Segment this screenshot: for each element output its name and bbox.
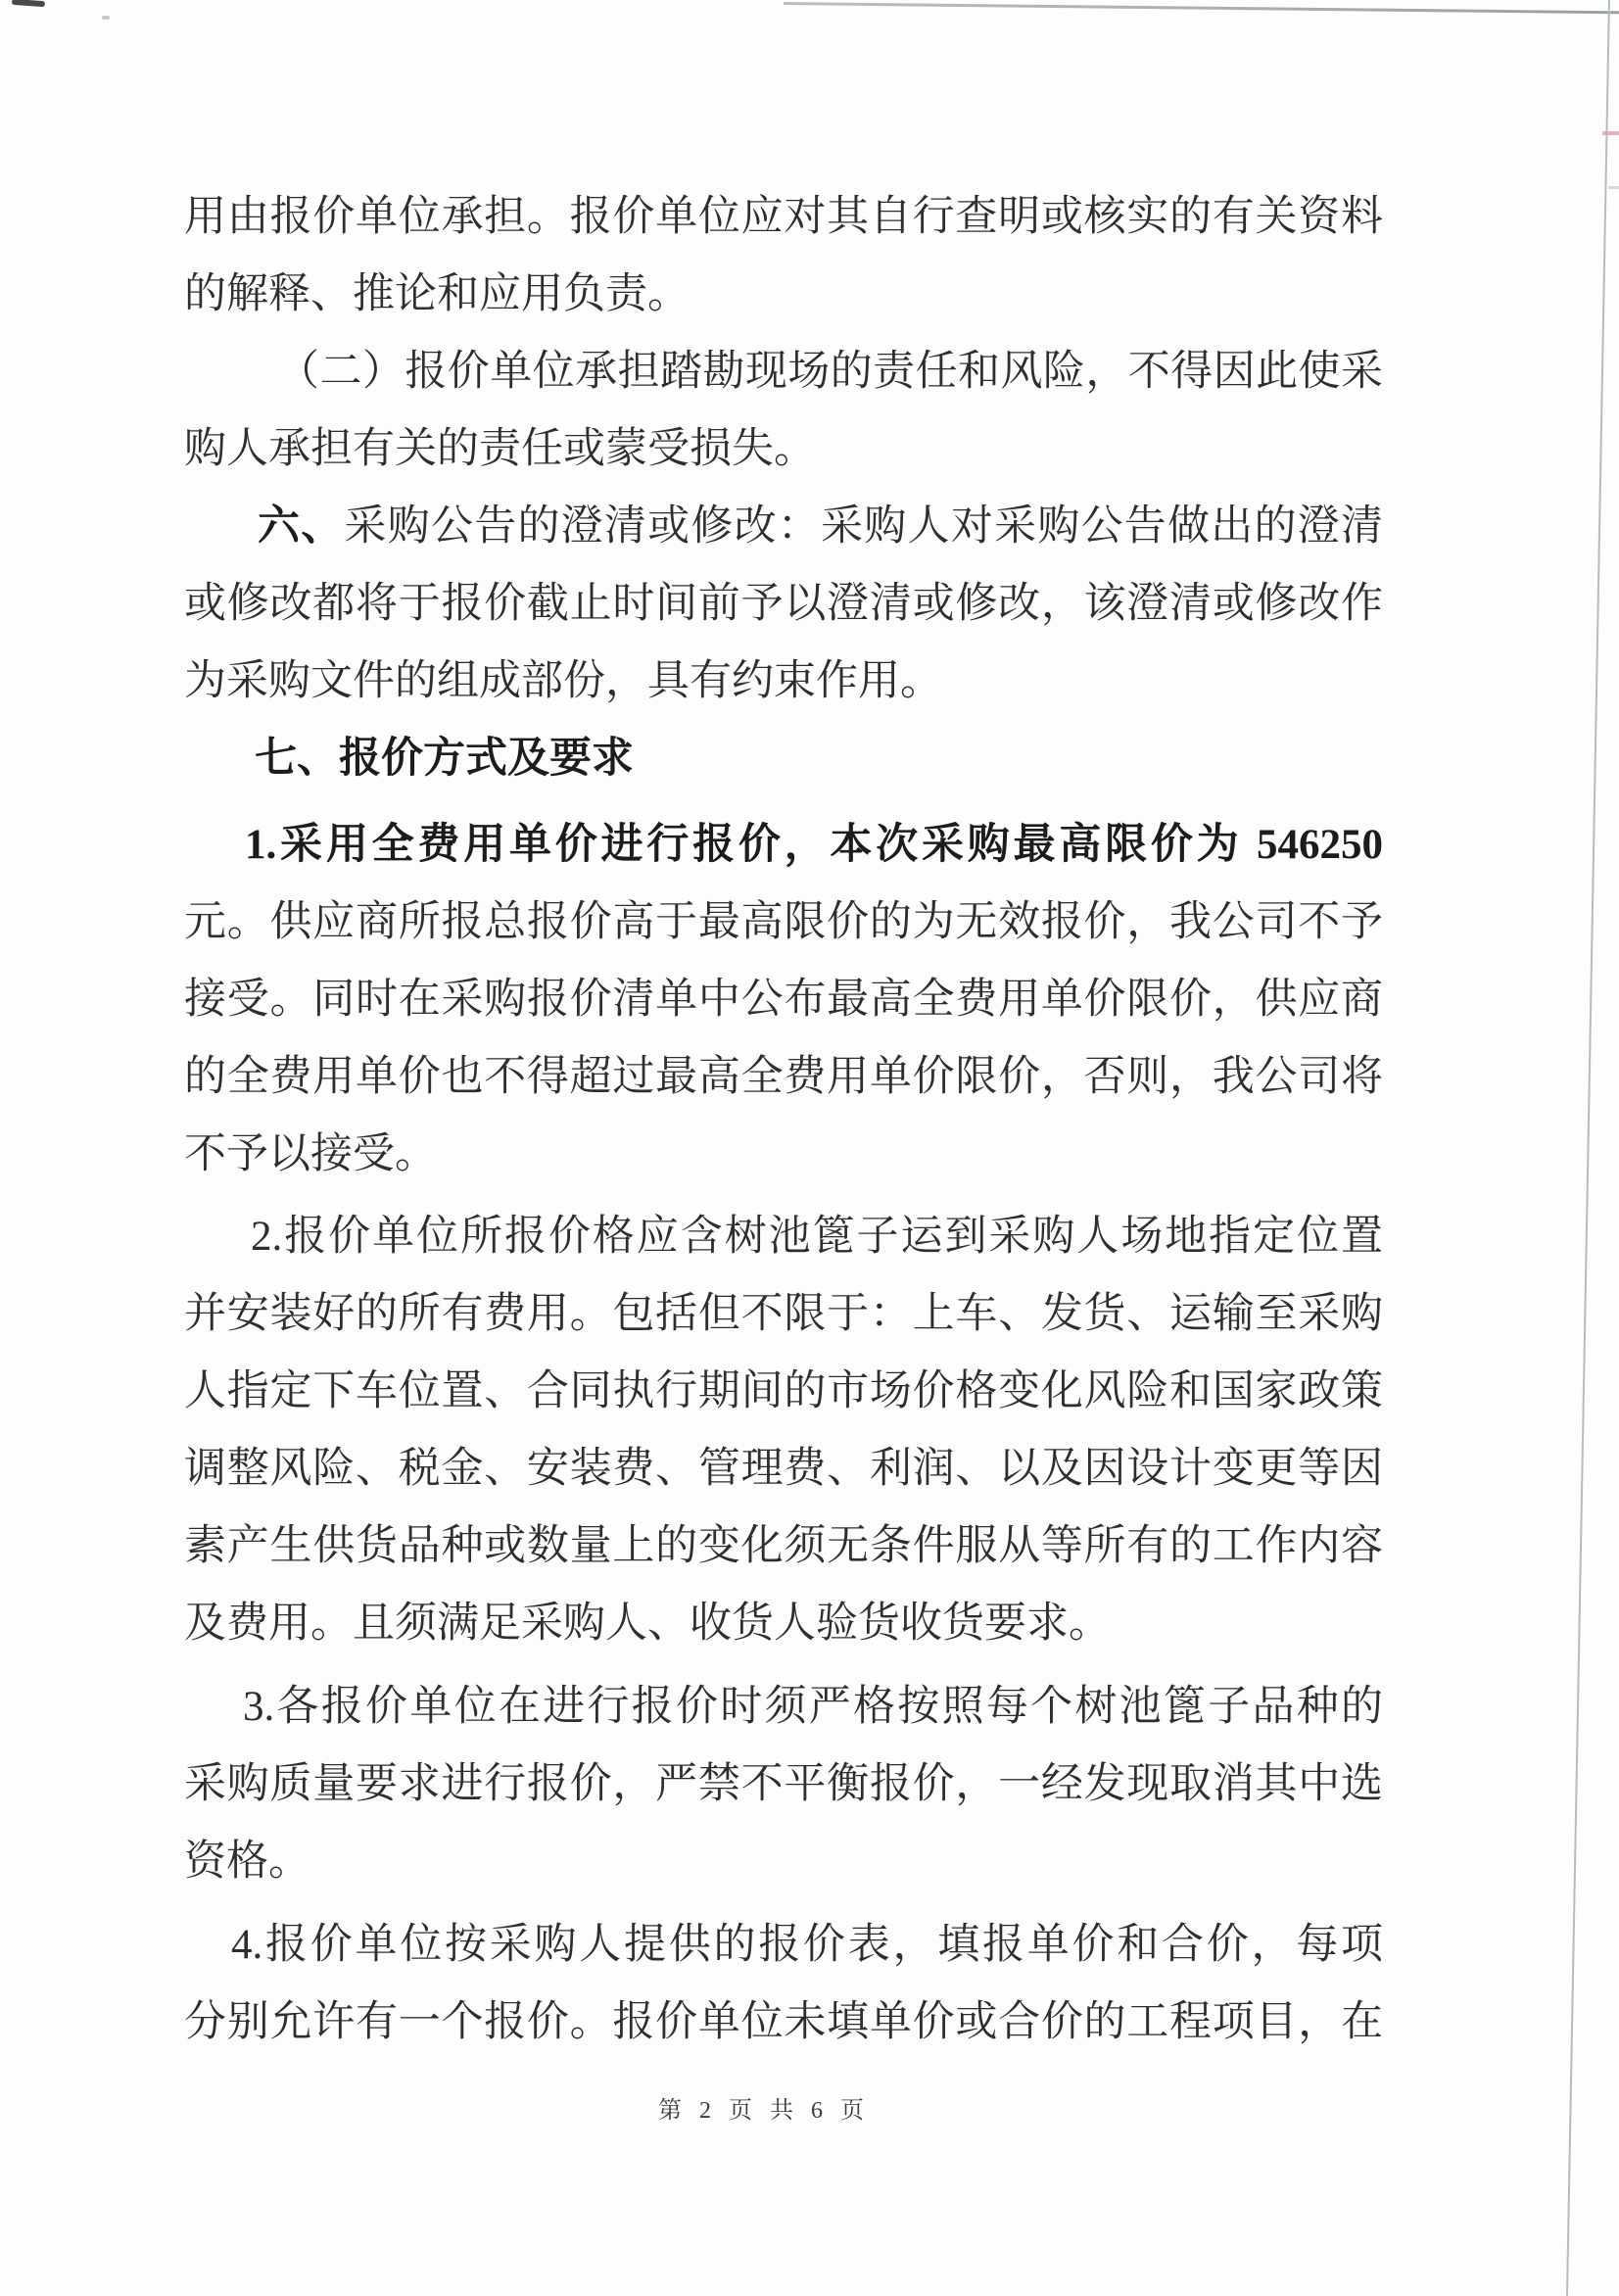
text-line: 接受。同时在采购报价清单中公布最高全费用单价限价，供应商 xyxy=(184,977,1383,1023)
scan-artifact-dot xyxy=(102,16,110,20)
text-line: 购人承担有关的责任或蒙受损失。 xyxy=(184,426,816,472)
text-line: 的解释、推论和应用负责。 xyxy=(184,271,690,317)
text-line: 用由报价单位承担。报价单位应对其自行查明或核实的有关资料 xyxy=(184,194,1383,240)
text-line: 元。供应商所报总报价高于最高限价的为无效报价，我公司不予 xyxy=(184,899,1383,945)
text-line: （二）报价单位承担踏勘现场的责任和风险，不得因此使采 xyxy=(277,349,1383,395)
scan-artifact-pink-dash xyxy=(1602,131,1619,135)
text-line: 七、报价方式及要求 xyxy=(255,736,634,782)
document-body xyxy=(184,178,1383,2061)
text-line: 及费用。且须满足采购人、收货人验货收货要求。 xyxy=(184,1601,1111,1647)
text-line: 4.报价单位按采购人提供的报价表，填报单价和合价，每项 xyxy=(231,1922,1383,1968)
scan-artifact-gray-dash xyxy=(1608,186,1619,189)
scan-artifact-dark-mark xyxy=(12,0,45,7)
text-line: 或修改都将于报价截止时间前予以澄清或修改，该澄清或修改作 xyxy=(184,581,1383,627)
text-line: 素产生供货品种或数量上的变化须无条件服从等所有的工作内容 xyxy=(184,1523,1383,1569)
scan-artifact-page-edge-line xyxy=(1566,0,1610,2296)
text-line: 采购质量要求进行报价，严禁不平衡报价，一经发现取消其中选 xyxy=(184,1761,1383,1807)
text-line: 2.报价单位所报价格应含树池篦子运到采购人场地指定位置 xyxy=(251,1214,1383,1260)
text-line: 人指定下车位置、合同执行期间的市场价格变化风险和国家政策 xyxy=(184,1368,1383,1414)
text-line: 不予以接受。 xyxy=(184,1131,437,1177)
text-line: 为采购文件的组成部份，具有约束作用。 xyxy=(184,658,942,704)
text-line: 资格。 xyxy=(184,1839,310,1885)
text-line: 调整风险、税金、安装费、管理费、利润、以及因设计变更等因 xyxy=(184,1446,1383,1492)
text-line: 3.各报价单位在进行报价时须严格按照每个树池篦子品种的 xyxy=(243,1684,1383,1730)
text-line: 六、采购公告的澄清或修改：采购人对采购公告做出的澄清 xyxy=(258,503,1384,550)
text-line: 分别允许有一个报价。报价单位未填单价或合价的工程项目，在 xyxy=(184,1999,1383,2045)
page-footer: 第 2 页 共 6 页 xyxy=(658,2098,867,2124)
text-line: 的全费用单价也不得超过最高全费用单价限价，否则，我公司将 xyxy=(184,1054,1383,1100)
text-line: 1.采用全费用单价进行报价，本次采购最高限价为 546250 xyxy=(245,822,1383,868)
section-number: 六、 xyxy=(258,503,345,550)
text-line: 并安装好的所有费用。包括但不限于：上车、发货、运输至采购 xyxy=(184,1291,1383,1337)
scan-artifact-top-edge-line xyxy=(784,2,1619,14)
